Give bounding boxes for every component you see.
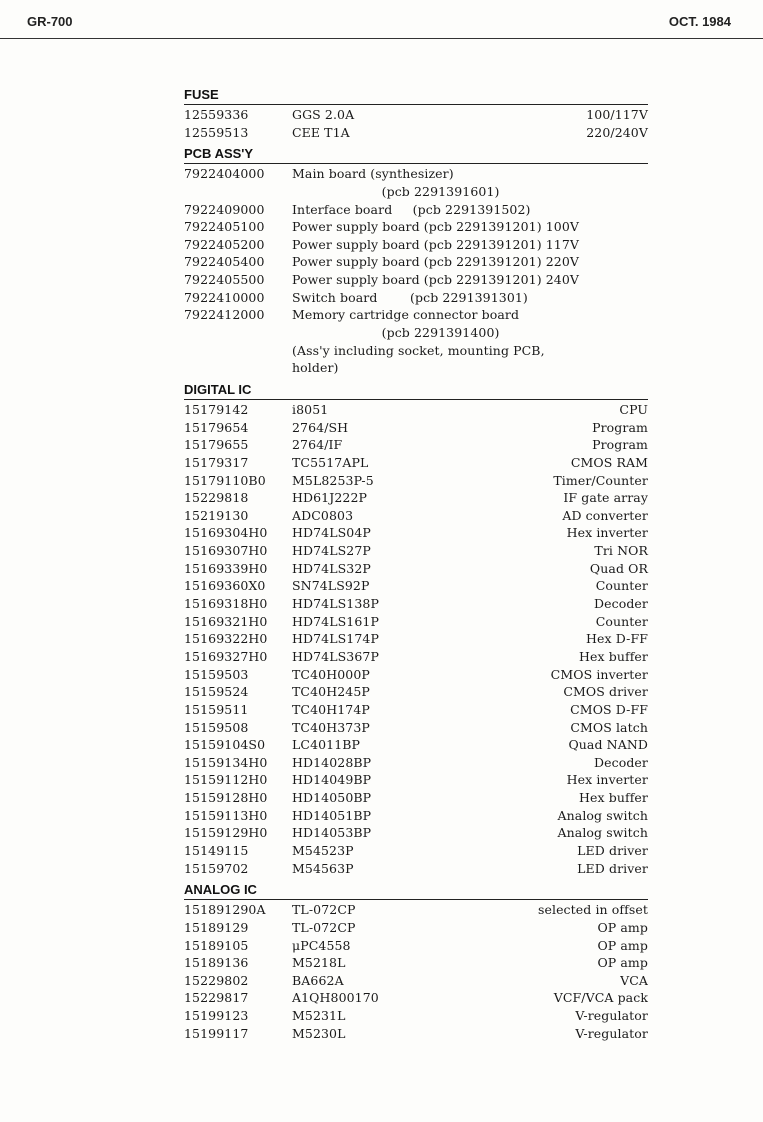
- part-note: Decoder: [593, 754, 648, 770]
- part-row: [184, 165, 648, 183]
- part-note: Analog switch: [557, 807, 648, 823]
- parts-list: [184, 82, 648, 1042]
- part-number: 15199117: [184, 1025, 249, 1041]
- part-description: M54523P: [292, 842, 354, 858]
- part-row: [184, 436, 648, 454]
- part-row: [184, 719, 648, 737]
- part-note: Timer/Counter: [553, 472, 648, 488]
- part-number: 15159104S0: [184, 737, 266, 753]
- part-number: 15229818: [184, 490, 249, 506]
- part-row: [184, 106, 648, 124]
- part-note: CMOS latch: [570, 719, 648, 735]
- part-row: [184, 807, 648, 825]
- part-description: CEE T1A: [292, 124, 350, 140]
- part-note: OP amp: [597, 919, 648, 935]
- part-note: V-regulator: [575, 1025, 648, 1041]
- part-number: 15179110B0: [184, 472, 266, 488]
- part-description: TL-072CP: [292, 902, 356, 918]
- section-rows-pcb: [184, 164, 648, 377]
- part-row: [184, 630, 648, 648]
- part-number: 15169307H0: [184, 543, 268, 559]
- header-rule: [0, 38, 763, 39]
- part-row: [184, 754, 648, 772]
- part-row: [184, 183, 648, 201]
- part-number: 15159128H0: [184, 790, 268, 806]
- part-number: 15159511: [184, 701, 249, 717]
- part-note: VCA: [620, 972, 648, 988]
- part-description: HD14049BP: [292, 772, 372, 788]
- part-number: 15189129: [184, 919, 249, 935]
- part-row: [184, 489, 648, 507]
- part-row: [184, 919, 648, 937]
- part-description: (Ass'y including socket, mounting PCB,: [292, 342, 545, 358]
- part-description: GGS 2.0A: [292, 107, 355, 122]
- part-row: [184, 701, 648, 719]
- section-rows-fuse: [184, 105, 648, 141]
- part-note: Program: [592, 419, 648, 435]
- part-row: [184, 736, 648, 754]
- section-title-pcb: PCB ASS'Y: [184, 145, 648, 164]
- part-number: 7922405200: [184, 236, 265, 252]
- part-number: 151891290A: [184, 902, 266, 918]
- part-note: Hex buffer: [579, 648, 648, 664]
- part-row: [184, 666, 648, 684]
- part-row: [184, 524, 648, 542]
- part-description: (pcb 2291391400): [292, 325, 500, 341]
- part-row: [184, 218, 648, 236]
- part-description: Power supply board (pcb 2291391201) 117V: [292, 236, 580, 252]
- part-note: VCF/VCA pack: [553, 990, 648, 1006]
- part-number: 15159113H0: [184, 807, 268, 823]
- part-note: CMOS D-FF: [570, 701, 648, 717]
- part-note: CPU: [619, 401, 648, 417]
- part-description: TC40H174P: [292, 701, 370, 717]
- section-title-digital: DIGITAL IC: [184, 381, 648, 400]
- part-description: TC5517APL: [292, 454, 369, 470]
- part-note: Analog switch: [557, 825, 648, 841]
- part-description: HD74LS27P: [292, 543, 371, 559]
- part-number: 7922405100: [184, 219, 265, 235]
- part-row: [184, 124, 648, 142]
- part-note: CMOS RAM: [570, 454, 648, 470]
- part-note: Hex buffer: [579, 790, 648, 806]
- part-note: OP amp: [597, 955, 648, 971]
- part-row: [184, 901, 648, 919]
- part-description: HD74LS174P: [292, 631, 379, 647]
- part-row: [184, 236, 648, 254]
- header-model: GR-700: [27, 14, 73, 29]
- part-note: CMOS inverter: [550, 666, 648, 682]
- part-description: holder): [292, 360, 339, 376]
- part-description: ADC0803: [292, 507, 354, 523]
- part-number: 12559513: [184, 124, 249, 140]
- part-number: 12559336: [184, 107, 249, 122]
- part-description: HD61J222P: [292, 490, 368, 506]
- part-row: [184, 860, 648, 878]
- part-row: [184, 401, 648, 419]
- part-note: selected in offset: [537, 902, 648, 918]
- part-number: 15189105: [184, 937, 249, 953]
- part-note: Tri NOR: [594, 543, 648, 559]
- part-row: [184, 1007, 648, 1025]
- part-number: 15179655: [184, 437, 249, 453]
- part-row: [184, 577, 648, 595]
- part-number: 7922409000: [184, 201, 265, 217]
- part-number: 15159112H0: [184, 772, 268, 788]
- part-row: [184, 648, 648, 666]
- part-number: 15229802: [184, 972, 249, 988]
- section-rows-digital: [184, 400, 648, 877]
- part-description: HD14050BP: [292, 790, 372, 806]
- part-note: Hex D-FF: [586, 631, 648, 647]
- part-number: 15169360X0: [184, 578, 266, 594]
- part-description: TC40H373P: [292, 719, 370, 735]
- part-number: 15169322H0: [184, 631, 268, 647]
- part-description: 2764/SH: [292, 419, 349, 435]
- part-number: 15159503: [184, 666, 249, 682]
- part-description: HD74LS32P: [292, 560, 371, 576]
- part-number: 15149115: [184, 842, 249, 858]
- part-note: Hex inverter: [566, 772, 648, 788]
- section-title-analog: ANALOG IC: [184, 881, 648, 900]
- part-number: 15169318H0: [184, 596, 268, 612]
- part-number: 15169304H0: [184, 525, 268, 541]
- part-description: (pcb 2291391601): [292, 183, 500, 199]
- part-row: [184, 595, 648, 613]
- part-number: 15159508: [184, 719, 249, 735]
- part-number: 15229817: [184, 990, 249, 1006]
- part-row: [184, 306, 648, 324]
- part-number: 15159524: [184, 684, 249, 700]
- part-description: SN74LS92P: [292, 578, 370, 594]
- part-description: M5231L: [292, 1008, 346, 1024]
- part-description: LC4011BP: [292, 737, 361, 753]
- part-description: Main board (synthesizer): [292, 166, 454, 182]
- part-description: Memory cartridge connector board: [292, 307, 520, 323]
- part-description: HD14051BP: [292, 807, 372, 823]
- part-note: AD converter: [562, 507, 648, 523]
- part-row: [184, 201, 648, 219]
- part-note: 100/117V: [586, 107, 648, 122]
- part-description: TL-072CP: [292, 919, 356, 935]
- part-note: Decoder: [593, 596, 648, 612]
- part-description: Power supply board (pcb 2291391201) 240V: [292, 272, 580, 288]
- part-number: 15189136: [184, 955, 249, 971]
- part-row: [184, 1025, 648, 1043]
- part-note: Hex inverter: [566, 525, 648, 541]
- part-note: LED driver: [577, 842, 648, 858]
- part-description: Power supply board (pcb 2291391201) 100V: [292, 219, 580, 235]
- part-description: HD74LS138P: [292, 596, 379, 612]
- part-row: [184, 289, 648, 307]
- section-title-fuse: FUSE: [184, 86, 648, 105]
- part-description: Switch board (pcb 2291391301): [292, 289, 528, 305]
- part-row: [184, 342, 648, 360]
- part-row: [184, 271, 648, 289]
- part-row: [184, 472, 648, 490]
- part-row: [184, 560, 648, 578]
- part-description: Power supply board (pcb 2291391201) 220V: [292, 254, 580, 270]
- part-note: OP amp: [597, 937, 648, 953]
- part-row: [184, 842, 648, 860]
- part-number: 15159134H0: [184, 754, 268, 770]
- part-number: 15159702: [184, 860, 249, 876]
- part-number: 15179142: [184, 401, 249, 417]
- part-note: Program: [592, 437, 648, 453]
- part-description: M5230L: [292, 1025, 346, 1041]
- part-note: IF gate array: [563, 490, 648, 506]
- part-row: [184, 454, 648, 472]
- part-row: [184, 613, 648, 631]
- part-note: Quad OR: [589, 560, 648, 576]
- part-row: [184, 989, 648, 1007]
- part-row: [184, 359, 648, 377]
- part-description: 2764/IF: [292, 437, 343, 453]
- part-description: HD14028BP: [292, 754, 372, 770]
- part-description: μPC4558: [292, 937, 351, 953]
- part-row: [184, 771, 648, 789]
- part-number: 7922405500: [184, 272, 265, 288]
- part-description: M54563P: [292, 860, 354, 876]
- part-number: 15159129H0: [184, 825, 268, 841]
- part-row: [184, 789, 648, 807]
- part-number: 15169327H0: [184, 648, 268, 664]
- part-number: 15179317: [184, 454, 249, 470]
- part-description: HD74LS161P: [292, 613, 379, 629]
- part-description: TC40H245P: [292, 684, 370, 700]
- part-note: LED driver: [577, 860, 648, 876]
- part-note: V-regulator: [575, 1008, 648, 1024]
- part-description: M5218L: [292, 955, 346, 971]
- part-note: Quad NAND: [568, 737, 648, 753]
- part-row: [184, 824, 648, 842]
- part-description: HD74LS367P: [292, 648, 379, 664]
- part-number: 15199123: [184, 1008, 249, 1024]
- part-description: A1QH800170: [292, 990, 379, 1006]
- part-row: [184, 253, 648, 271]
- part-row: [184, 542, 648, 560]
- part-row: [184, 507, 648, 525]
- part-number: 7922405400: [184, 254, 265, 270]
- part-number: 7922410000: [184, 289, 265, 305]
- part-number: 15179654: [184, 419, 249, 435]
- part-row: [184, 419, 648, 437]
- part-note: 220/240V: [586, 124, 648, 140]
- part-number: 15169339H0: [184, 560, 268, 576]
- part-description: Interface board (pcb 2291391502): [292, 201, 531, 217]
- part-number: 7922404000: [184, 166, 265, 182]
- part-description: TC40H000P: [292, 666, 370, 682]
- part-description: BA662A: [292, 972, 344, 988]
- part-description: i8051: [292, 401, 329, 417]
- part-description: HD74LS04P: [292, 525, 371, 541]
- part-note: Counter: [595, 578, 648, 594]
- header-date: OCT. 1984: [668, 14, 731, 29]
- part-note: CMOS driver: [563, 684, 648, 700]
- section-rows-analog: [184, 900, 648, 1042]
- part-row: [184, 954, 648, 972]
- part-note: Counter: [595, 613, 648, 629]
- part-row: [184, 937, 648, 955]
- part-number: 7922412000: [184, 307, 265, 323]
- part-row: [184, 324, 648, 342]
- part-description: HD14053BP: [292, 825, 372, 841]
- part-description: M5L8253P-5: [292, 472, 374, 488]
- part-number: 15219130: [184, 507, 249, 523]
- part-row: [184, 972, 648, 990]
- part-row: [184, 683, 648, 701]
- part-number: 15169321H0: [184, 613, 268, 629]
